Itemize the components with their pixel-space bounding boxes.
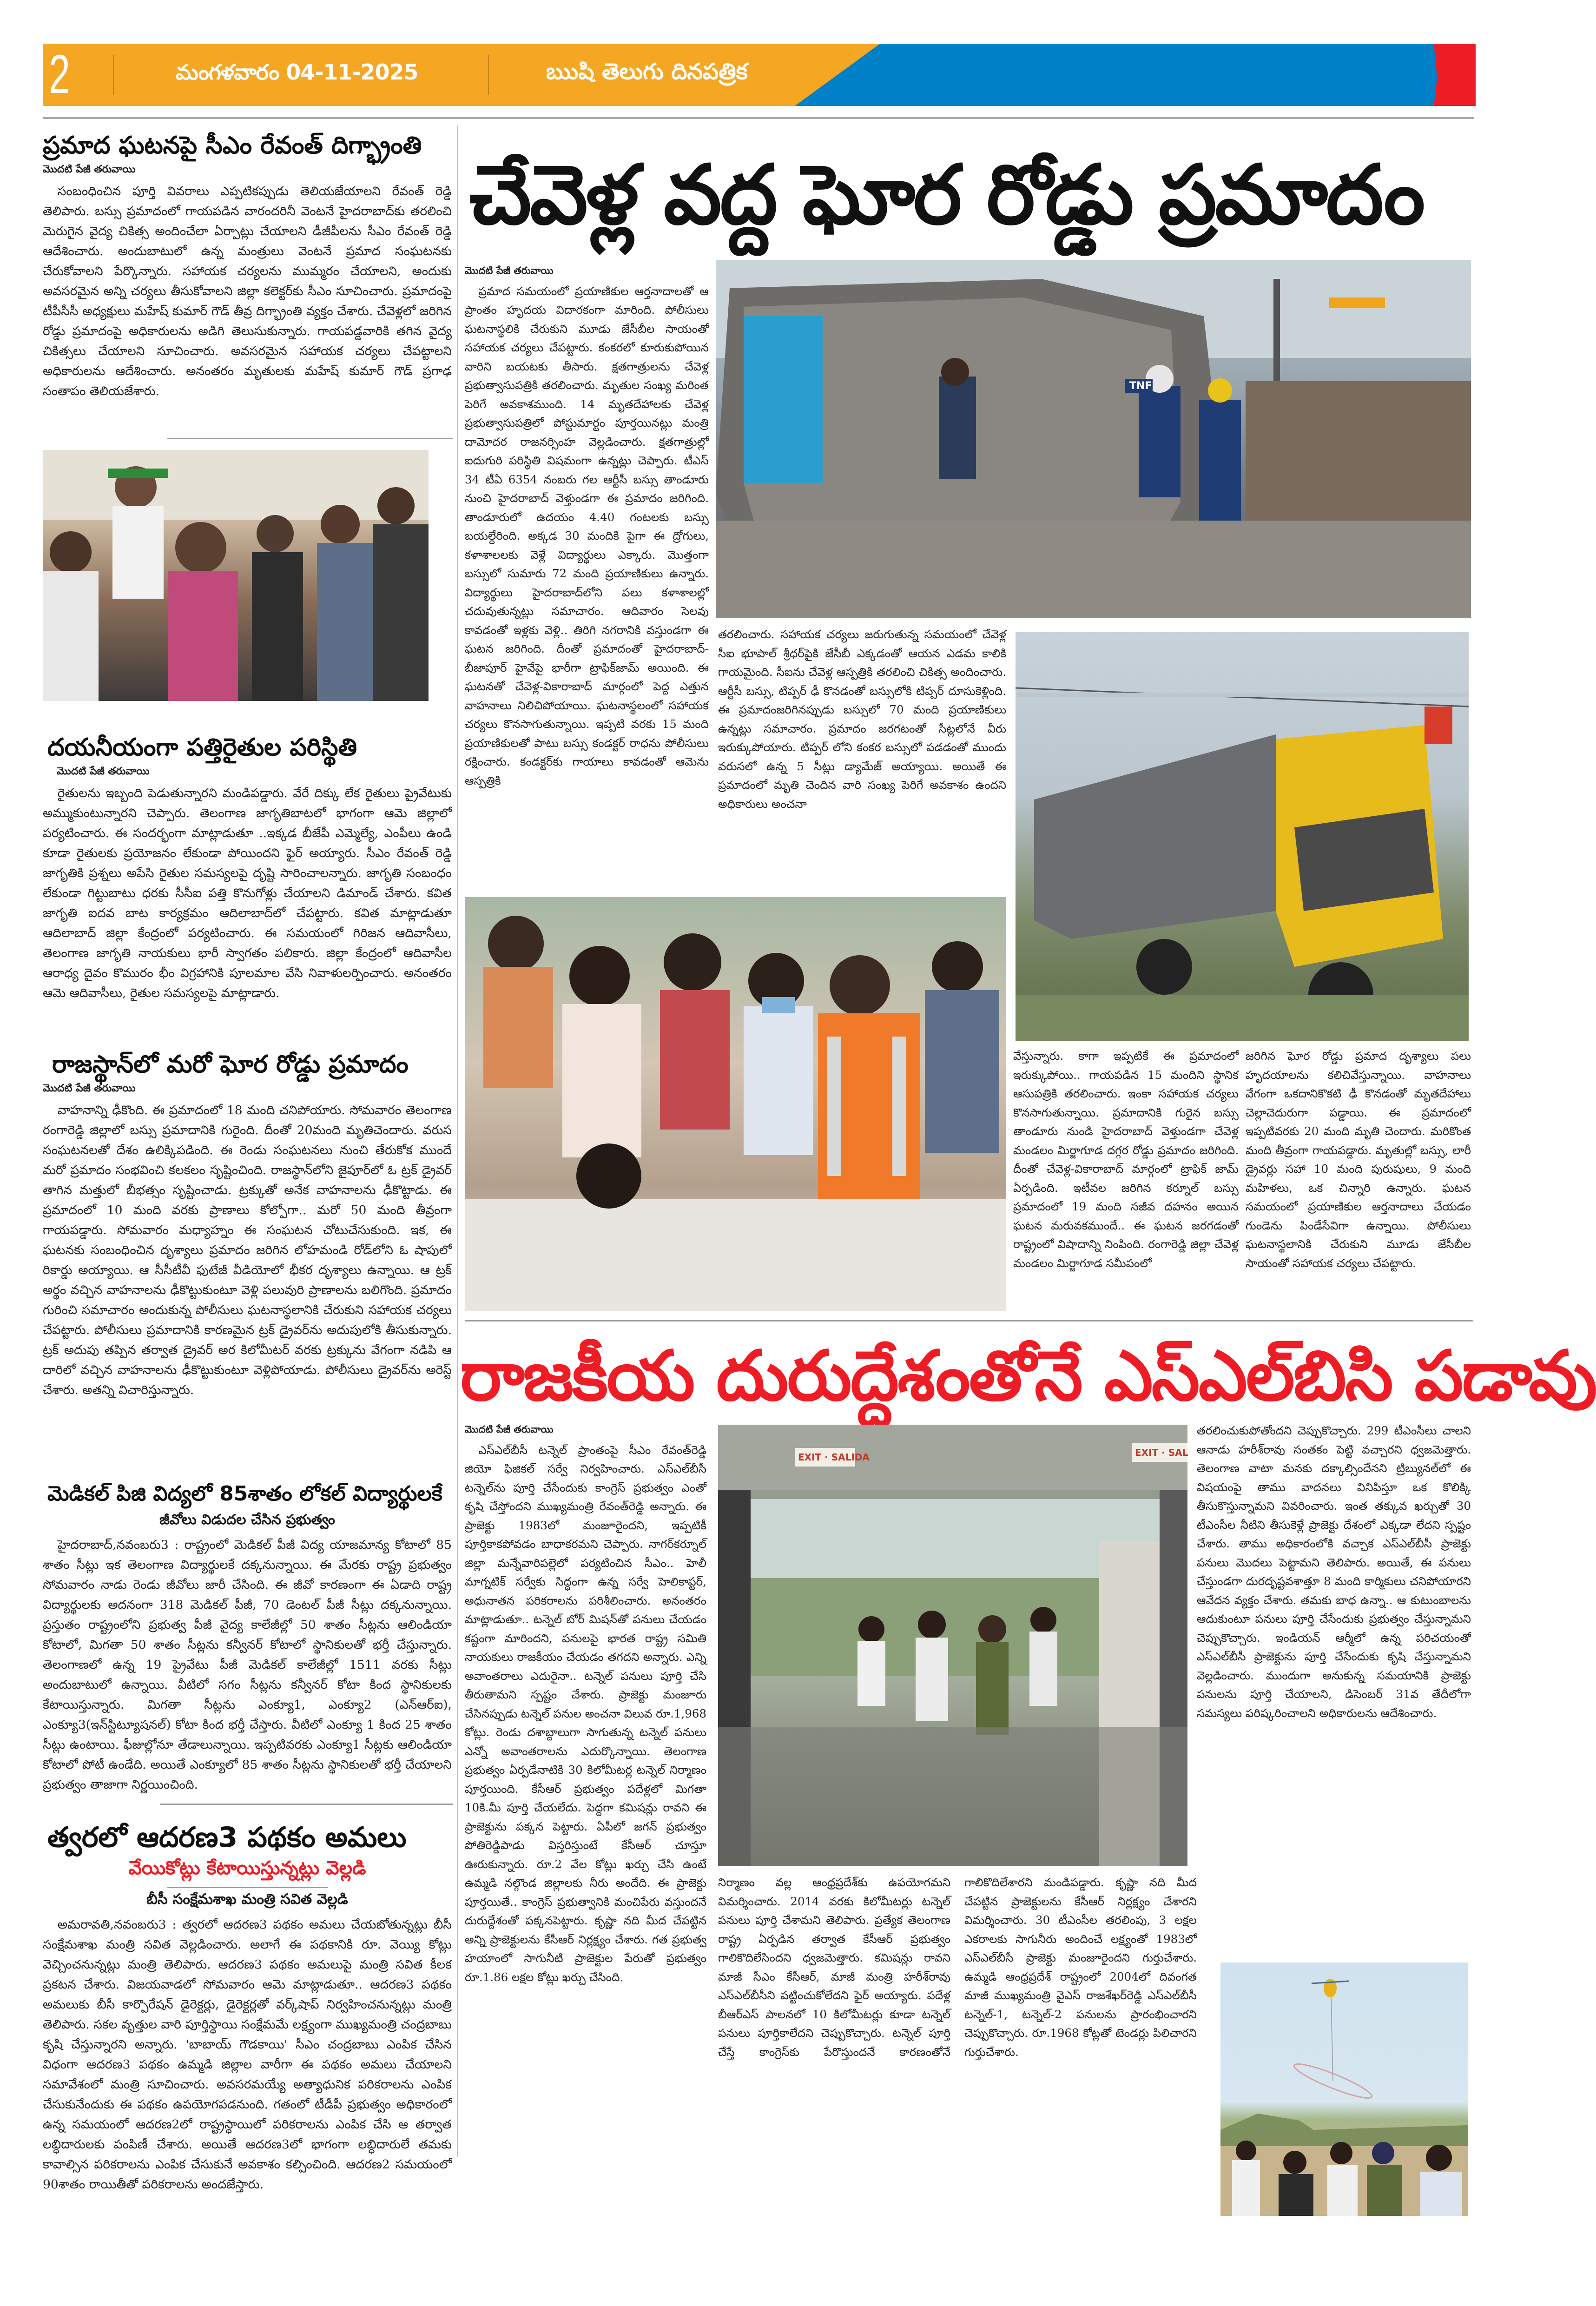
story-text: హైదరాబాద్,నవంబరు3 : రాష్ట్రంలో మెడికల్ పీజీ విద్య యాజమాన్య కోటాలో 85 శాతం సీట్లు ఇక తెలంగాణ విద్యార్థులకే దక్కనున్నాయి. ఈ మేరకు రాష్ట్ర ప్రభుత్వం సోమవారం నాడు రెండు జీవోలు జారీ చేసింది. ఈ జీవో కారణంగా ఈ ఏడాది రాష్ట్ర విద్యార్థులకు అదనంగా 318 మెడికల్ పీజీ, 70 డెంటల్ పీజీ సీట్లు దక్కనున్నాయి. ప్రస్తుతం రాష్ట్రంలోని ప్రభుత్వ పీజీ వైద్య కాలేజీల్లో 50 శాతం సీట్లను ఆలిండియా కోటాలో, మిగతా 50 శాతం సీట్లను కన్వీనర్ కోటాలో స్థానికులతో భర్తీ చేస్తున్నారు. తెలంగాణలో ఉన్న 19 ప్రైవేటు పీజీ మెడికల్ కాలేజీల్లో 1511 వరకు సీట్లు అందుబాటులో ఉన్నాయి. వీటిలో సగం సీట్లను కన్వీనర్ కోటా కింద స్థానికులకు కేటాయిస్తున్నారు. మిగతా సీట్లను ఎంక్యూ1, ఎంక్యూ2 (ఎన్ఆర్ఐ), ఎంక్యూ3(ఇన్‌స్టిట్యూషనల్) కోటా కింద భర్తీ చేస్తారు. వీటిలో ఎంక్యూ 1 కింద 25 శాతం సీట్లు ఉంటాయి. ఫీజుల్లోనూ తేడాలున్నాయి. ఇప్పటివరకు ఎంక్యూ1 సీట్లకు ఆలిండియా కోటాలో పోటీ ఉండేది. అయితే ఎంక్యూలో 85 శాతం సీట్లను స్థానికులతో భర్తీ చేయాలని ప్రభుత్వం తాజాగా నిర్ణయించింది. (43, 1538, 452, 1792)
section-rule (465, 1320, 1473, 1321)
story-medical-pg (43, 1482, 452, 1792)
story-headline: దయనీయంగా పత్తిరైతుల పరిస్థితి (47, 733, 357, 761)
slbc-column-1 (465, 1420, 706, 2299)
column-divider (457, 126, 458, 2157)
story-body (43, 1100, 452, 1500)
story-headline: ప్రమాద ఘటనపై సీఎం రేవంత్ దిగ్భ్రాంతి (43, 132, 422, 159)
page-number: 2 (49, 44, 70, 105)
story-text: సంబంధించిన పూర్తి వివరాలు ఎప్పటికప్పుడు తెలియజేయాలని రేవంత్ రెడ్డి తెలిపారు. బస్సు ప్రమాదంలో గాయపడిన వారందరినీ వెంటనే హైదరాబాద్‌కు తరలించి మెరుగైన వైద్య చికిత్స అందించేలా ఏర్పాట్లు చేయాలని డీజీపీలను సీఎం రేవంత్ రెడ్డి ఆదేశించారు. అందుబాటులో ఉన్న మంత్రులు వెంటనే ప్రమాద సంఘటనకు చేరుకోవాలని పేర్కొన్నారు. సహాయక చర్యలను ముమ్మరం చేయాలని, అందుకు అవసరమైన అన్ని చర్యలు తీసుకోవాలని జిల్లా కలెక్టర్‌కు సీఎం సూచించారు. ప్రమాదంపై టీపీసీసీ అధ్యక్షులు మహేష్ కుమార్ గౌడ్ తీవ్ర దిగ్భ్రాంతి వ్యక్తం చేశారు. చేవెళ్లలో జరిగిన రోడ్డు ప్రమాదంపై అధికారులను అడిగి తెలుసుకున్నారు. గాయపడ్డవారికి తగిన వైద్య చికిత్సలు చేయాలని సూచించారు. అవసరమైన సహాయక చర్యలు చేపట్టాలని అధికారులను ఆదేశించారు. అనంతరం మృతులకు మహేష్ కుమార్ గౌడ్ ప్రగాఢ సంతాపం తెలియజేశారు. (43, 184, 452, 399)
story-text: రైతులను ఇబ్బంది పెడుతున్నారని మండిపడ్డారు. వేరే దిక్కు లేక రైతులు ప్రైవేటుకు అమ్ముకుంటున్నారని చెప్పారు. తెలంగాణ జాగృతిబాటలో భాగంగా ఆమె జిల్లాలో పర్యటించారు. ఈ సందర్భంగా మాట్లాడుతూ ..ఇక్కడ బీజేపీ ఎమ్మెల్యే, ఎంపీలు ఉండి కూడా రైతులకు ప్రయోజనం లేకుండా పోయిందని ఫైర్ అయ్యారు. సీఎం రేవంత్ రెడ్డి జాగృతికి ప్రశ్నలు అపేసి రైతుల సమస్యలపై దృష్టి సారించాలన్నారు. జాగృతి సంబంధం లేకుండా గిట్టుబాటు ధరకు సీసీఐ పత్తి కొనుగోళ్లు చేయాలని డిమాండ్ చేశారు. కవిత జాగృతి ఐదవ బాట కార్యక్రమం ఆదిలాబాద్‌లో చేపట్టారు. కవిత మాట్లాడుతూ ఆదిలాబాద్ జిల్లా కేంద్రంలో పర్యటించారు. ఈ సమయంలో గిరిజన ఆదివాసీలు, తెలంగాణ జాగృతి నాయకులు భారీ స్వాగతం పలికారు. జిల్లా కేంద్రంలో ఆదివాసీల ఆరాధ్య దైవం కొమురం భీం విగ్రహానికి పూలమాల వేసి నివాళులర్పించారు. అనంతరం ఆమె ఆదివాసీలు, రైతుల సమస్యలపై మాట్లాడారు. (43, 786, 452, 1001)
issue-date: మంగళవారం 04-11-2025 (176, 59, 418, 85)
story-body (43, 783, 452, 1044)
slbc-headline: రాజకీయ దురుద్దేశంతోనే ఎస్ఎల్‌బిసి పడావు (460, 1336, 1596, 1416)
exit-sign-label: EXIT · SALIDA (798, 1452, 870, 1463)
photo-illustration (465, 897, 1006, 1311)
story-headline: రాజస్థాన్‌లో మరో ఘోర రోడ్డు ప్రమాదం (52, 1051, 409, 1078)
newspaper-name: ఋషి తెలుగు దినపత్రిక (546, 59, 748, 85)
lead-story-column-4 (1246, 1047, 1471, 1298)
header-blue-band (795, 44, 1441, 106)
header-rule (43, 117, 1474, 119)
header-separator (488, 55, 489, 95)
photo-illustration (1016, 632, 1469, 1041)
story-text: నిర్మాణం వల్ల ఆంధ్రప్రదేశ్‌కు ఉపయోగమని విమర్శించారు. 2014 వరకు కిలోమీటర్లు టన్నెల్ పనులు పూర్తి చేశామని తెలిపారు. ప్రత్యేక తెలంగాణ రాష్ట్ర ఏర్పడిన తర్వాత కేసీఆర్ ప్రభుత్వం గాలికొదిలేసిందని ధ్వజమెత్తారు. కమిషన్లు రావని మాజీ సీఎం కేసీఆర్, మాజీ మంత్రి హరీశ్‌రావు ఎస్ఎల్‌బీసీని పట్టించుకోలేదని ఫైర్ అయ్యారు. పదేళ్ల బీఆర్ఎస్ పాలనలో 10 కిలోమీటర్లు కూడా టన్నెల్ పనులు పూర్తికాలేదని చెప్పుకొచ్చారు. టన్నెల్ పూర్తి చేస్తే కాంగ్రెస్‌కు పేరొస్తుందనే కారణంతోనే గాలికొదిలేశారని మండిపడ్డారు. కృష్ణా నది మీద చేపట్టిన ప్రాజెక్టులను కేసీఆర్ నిర్లక్ష్యం చేశారని విమర్శించారు. 30 టీఎంసీల తరలింపు, 3 లక్షల ఎకరాలకు సాగునీరు అందించే లక్ష్యంతో 1983లో ఎస్ఎల్‌బీసీ ప్రాజెక్టు మంజూరైందని గుర్తుచేశారు. ఉమ్మడి ఆంధ్రప్రదేశ్ రాష్ట్రంలో 2004లో దివంగత మాజీ ముఖ్యమంత్రి వైఎస్ రాజశేఖర్‌రెడ్డి ఎస్ఎల్‌బీసీ టన్నెల్-1, టన్నెల్-2 పనులను ప్రారంభించారని చెప్పుకొచ్చారు. రూ.1968 కోట్లతో టెండర్లు పిలిచారని గుర్తుచేశారు. (718, 1876, 1197, 2059)
dateline: మొదటి పేజీ తరువాయి (465, 265, 554, 276)
story-text: వేస్తున్నారు. కాగా ఇప్పటికే ఈ ప్రమాదంలో ఇరుక్కుపోయి.. గాయపడిన 15 మందిని స్థానిక ఆసుపత్రికి తరలించారు. ఇంకా సహాయక చర్యలు కొనసాగుతున్నాయి. ప్రమాదానికి గురైన బస్సు తాండూరు నుండి హైదరాబాద్ వెళ్తుండగా చేవెళ్ల మండలం మిర్జాగూడ దగ్గర రోడ్డు ప్రమాదం జరిగింది. దీంతో చేవెళ్ల-వికారాబాద్ మార్గంలో ట్రాఫిక్ జామ్ ఏర్పడింది. ఇటీవల జరిగిన కర్నూల్ బస్సు ప్రమాదంలో 19 మంది సజీవ దహనం అయిన ఘటన మరువకముందే.. ఈ ఘటన జరగడంతో రాష్ట్రంలో విషాదాన్ని నింపింది. రంగారెడ్డి జిల్లా చేవెళ్ల మండలం మిర్జాగూడ సమీపంలో (1013, 1049, 1239, 1270)
heli-magnetic-survey-photo (1220, 1962, 1468, 2216)
lead-story-column-1 (465, 261, 709, 861)
story-text: ప్రమాద సమయంలో ప్రయాణికుల ఆర్తనాదాలతో ఆ ప్రాంతం హృదయ విదారకంగా మారింది. పోలీసులు ఘటనాస్థలికి చేరుకుని మూడు జేసీబీల సాయంతో సహాయక చర్యలు చేపట్టారు. కంకరలో కూరుకుపోయిన వారిని బయటకు తీసారు. క్షతగాత్రులను చేవెళ్ల ప్రభుత్వాసుపత్రికి తరలించారు. మృతుల సంఖ్య మరింత పెరిగే అవకాశముంది. 14 మృతదేహాలకు చేవెళ్ల ప్రభుత్వాసుపత్రిలో పోస్టుమార్టం పూర్తయినట్లు మంత్రి దామోదర రాజనర్సింహ వెల్లడించారు. క్షతగాత్రుల్లో ఐదుగురి పరిస్థితి విషమంగా ఉన్నట్లు చెప్పారు. టీఎస్ 34 టీఏ 6354 నంబరు గల ఆర్టీసీ బస్సు తాండూరు నుంచి హైదరాబాద్ వెళ్తుండగా ఈ ప్రమాదం జరిగింది. తాండూరులో ఉదయం 4.40 గంటలకు బస్సు బయల్దేరింది. అక్కడ 30 మందికి పైగా ఈ ద్రోగులు, కళాశాలలకు వెళ్లే విద్యార్థులు ఎక్కారు. మొత్తంగా బస్సులో సుమారు 72 మంది ప్రయాణికులు ఉన్నారు. విద్యార్థులు హైదరాబాద్‌లోని పలు కళాశాలల్లో చదువుతున్నట్లు సమాచారం. ఆదివారం సెలవు కావడంతో ఇళ్లకు వెళ్లి.. తిరిగి నగరానికి వస్తుండగా ఈ ఘటన జరిగింది. దీంతో ప్రమాదంతో హైదరాబాద్-బీజాపూర్ హైవేపై భారీగా ట్రాఫిక్‌జామ్ అయింది. ఈ ఘటనతో చేవెళ్ల-వికారాబాద్ మార్గంలో పెద్ద ఎత్తున వాహనాలు నిలిచిపోయాయి. ఘటనాస్థలంలో సహాయక చర్యలు కొనసాగుతున్నాయి. ఇప్పటి వరకు 15 మంది ప్రయాణికులతో పాటు బస్సు కండక్టర్ రాధను పోలీసులు రక్షించారు. కండక్టర్‌కు గాయాలు కావడంతో ఆమెను ఆస్పత్రికి (465, 284, 709, 787)
dateline: మొదటి పేజీ తరువాయి (43, 1083, 136, 1095)
story-subheadline: బీసీ సంక్షేమశాఖ మంత్రి సవిత వెల్లడి (146, 1891, 348, 1908)
subheadline-rule (167, 1887, 328, 1888)
dateline: మొదటి పేజీ తరువాయి (465, 1424, 554, 1435)
rescue-vest-label: TNF (1129, 380, 1152, 392)
lead-story-column-3 (1013, 1047, 1239, 1298)
story-cotton-farmers (43, 734, 452, 1044)
story-rule (167, 438, 453, 439)
photo-illustration (1220, 1962, 1468, 2216)
story-body (43, 1915, 452, 2231)
story-rule (160, 1804, 453, 1805)
story-text: జరిగిన ఘోర రోడ్డు ప్రమాద దృశ్యాలు పలు హృదయాలను కలిచివేస్తున్నాయి. వాహనాలు వేగంగా ఒకదానికొకటి ఢీ కొనడంతో మృతదేహాలు చెల్లాచెదురుగా పడ్డాయి. ఈ ప్రమాదంలో ఇప్పటివరకు 20 మంది మృతి చెందారు. మరికొంత మంది తీవ్రంగా గాయపడ్డారు. మృతుల్లో బస్సు, లారీ డ్రైవర్లు సహా 10 మంది పురుషులు, 9 మంది మహిళలు, ఒక చిన్నారి ఉన్నారు. ఘటన సమయంలో ప్రయాణికుల ఆర్తనాదాలు చేయడం గుండెను పిండేసేవిగా ఉన్నాయి. పోలీసులు ఘటనాస్థలానికి చేరుకుని మూడు జేసీబీల సాయంతో సహాయక చర్యలు చేపట్టారు. (1246, 1049, 1471, 1270)
story-cm-revanth (43, 132, 452, 451)
crushed-tipper-truck-photo (1016, 632, 1469, 1041)
header-separator (113, 55, 114, 95)
story-rajasthan-accident (43, 1051, 452, 1500)
lead-headline: చేవెళ్ల వద్ద ఘోర రోడ్డు ప్రమాదం (469, 147, 1424, 243)
story-text: తరలించారు. సహాయక చర్యలు జరుగుతున్న సమయంలో చేవెళ్ల సీఐ భూపాల్ శ్రీధర్‌పైకి జేసీబీ ఎక్కడంతో ఆయన ఎడమ కాలికి గాయమైంది. సీఐను చేవెళ్ల ఆస్పత్రికి తరలించి చికిత్స అందించారు. ఆర్టీసీ బస్సు, టిప్పర్ ఢీ కొనడంతో బస్సులోకి టిప్పర్ దూసుకెళ్లింది. ఈ ప్రమాదంజరిగినప్పుడు బస్సులో 70 మంది ప్రయాణికులు ఉన్నట్లు సమాచారం. ప్రమాదం జరగటంతో సీట్లలోనే వీరు ఇరుక్కుపోయారు. టిప్పర్ లోని కంకర బస్సులో పడడంతో ముందు వరుసలో ఉన్న 5 సీట్లు డ్యామేజ్ అయ్యాయి. అయితే ఈ ప్రమాదంలో మృతి చెందిన వారి సంఖ్య పెరిగే అవకాశం ఉందని అధికారులు అంచనా (718, 628, 1006, 811)
story-text: ఎస్ఎల్‌బీసీ టన్నెల్ ప్రాంతంపై సీఎం రేవంత్‌రెడ్డి జియో ఫిజికల్ సర్వే నిర్వహించారు. ఎస్ఎల్‌బీసీ టన్నెల్‌ను పూర్తి చేసేందుకు కాంగ్రెస్ ప్రభుత్వం ఎంతో కృషి చేస్తోందని ముఖ్యమంత్రి రేవంత్‌రెడ్డి అన్నారు. ఈ ప్రాజెక్టు 1983లో మంజూరైందని, ఇప్పటికీ పూర్తికాకపోవడం బాధాకరమని చెప్పారు. నాగర్‌కర్నూల్ జిల్లా మన్నేవారిపల్లెలో పర్యటించిన సీఎం.. హెలీ మాగ్నటిక్ సర్వేకు సిద్ధంగా ఉన్న సర్వే హెలికాప్టర్, అధునాతన పరికరాలను పరిశీలించారు. అనంతరం మాట్లాడుతూ.. టన్నెల్ బోర్ మిషన్‌తో పనులు చేయడం కష్టంగా మారిందని, పనులపై భారత రాష్ట్ర సమితి నాయకులు రాజకీయం చేయడం తగదని అన్నారు. ఎన్ని అవాంతరాలు ఎదురైనా.. టన్నెల్ పనులు పూర్తి చేసి తీరుతామని స్పష్టం చేశారు. ప్రాజెక్టు మంజూరు చేసినప్పుడు టన్నెల్ పనుల అంచనా విలువ రూ.1,968 కోట్లు. రెండు దశాబ్దాలుగా సాగుతున్న టన్నెల్ పనులు ఎన్నో అవాంతరాలను ఎదుర్కొన్నాయి. తెలంగాణ ప్రభుత్వం ఏర్పడేనాటికి 30 కిలోమీటర్ల టన్నెల్ నిర్మాణం పూర్తయింది. కేసీఆర్ ప్రభుత్వం పదేళ్లలో మిగతా 10కి.మీ పూర్తి చేయలేదు. పెద్దగా కమిషన్లు రావని ఈ ప్రాజెక్టును పక్కన పెట్టారు. ఏపీలో జగన్ ప్రభుత్వం పోతిరెడ్డిపాడు విస్తరిస్తుంటే కేసీఆర్ చూస్తూ ఊరుకున్నారు. రూ.2 వేల కోట్లు ఖర్చు చేసి ఉంటే ఉమ్మడి నల్గొండ జిల్లాలకు నీరు అందేది. ఈ ప్రాజెక్టు పూర్తయితే.. కాంగ్రెస్ ప్రభుత్వానికి మంచిపేరు వస్తుందనే దురుద్దేశంతో పక్కనపెట్టారు. కృష్ణా నది మీద చేపట్టిన అన్ని ప్రాజెక్టులను కేసీఆర్ నిర్లక్ష్యం చేశారు. గత ప్రభుత్వ హయాంలో సాగునీటి ప్రాజెక్టుల పేరుతో ప్రభుత్వం రూ.1.86 లక్షల కోట్లు ఖర్చు చేసింది. (465, 1443, 706, 1984)
story-body (43, 1535, 452, 1792)
story-text: అమరావతి,నవంబరు3 : త్వరలో ఆదరణ3 పథకం అమలు చేయబోతున్నట్లు బీసీ సంక్షేమశాఖ మంత్రి సవిత వెల్లడించారు. అలాగే ఈ పథకానికి రూ. వెయ్యి కోట్లు వెచ్చించనున్నట్లు మంత్రి తెలిపారు. ఆదరణ3 పథకం అమలుపై మంత్రి సవిత కీలక ప్రకటన చేశారు. విజయవాడలో సోమవారం ఆమె మాట్లాడుతూ.. ఆదరణ3 పథకం అమలుకు బీసీ కార్పొరేషన్ డైరెక్టర్లు, డైరెక్టర్లతో వర్క్‌షాప్ నిర్వహించనున్నట్లు మంత్రి తెలిపారు. సకల వృత్తుల వారి పూర్తిస్థాయి సంక్షేమమే లక్ష్యంగా ముఖ్యమంత్రి చంద్రబాబు కృషి చేస్తున్నారని అన్నారు. 'బాబాయ్ గౌడకాయి' సీఎం చంద్రబాబు ఎంపిక చేసిన విధంగా ఆదరణ3 పథకం ఉమ్మడి జిల్లాల వారీగా ఈ పథకం అమలు చేయాలని సమావేశంలో మంత్రి సూచించారు. అవసరమయ్యే అత్యాధునిక పరికరాలను ఎంపిక చేసుకునేందుకు ఈ పథకం ఉపయోగపడనుంది. గతంలో టీడీపీ ప్రభుత్వం అధికారంలో ఉన్న సమయంలో ఆదరణ2లో రాష్ట్రస్థాయిలో పరికరాలను ఎంపిక చేసి ఆ తర్వాత లబ్ధిదారులకు పంపిణీ చేశారు. అయితే ఆదరణ3లో భాగంగా లబ్ధిదారులే తమకు కావాల్సిన పరికరాలను ఎంపిక చేసుకునే అవకాశం కల్పించింది. ఆదరణ2 సమయంలో 90శాతం రాయితీతో పరికరాలను అందజేస్తారు. (43, 1917, 452, 2192)
slbc-column-2 (718, 1873, 1197, 2299)
story-adarana3 (43, 1822, 452, 2231)
story-text: తరలించుకుపోతోందని చెప్పుకొచ్చారు. 299 టీఎంసీలు చాలని ఆనాడు హరీశ్‌రావు సంతకం పెట్టి వచ్చారని ధ్వజమెత్తారు. తెలంగాణ వాటా మనకు దక్కాల్సిందేనని ట్రిబ్యునల్‌లో ఈ విషయంపై తాము వాదనలు వినిపిస్తూ ఒక కొలిక్కి తీసుకొస్తున్నామని వివరించారు. ఇంత తక్కువ ఖర్చుతో 30 టీఎంసీల నీటిని తీసుకెళ్లే ప్రాజెక్టు దేశంలో ఎక్కడా లేదని స్పష్టం చేశారు. తాము అధికారంలోకి వచ్చాక ఎస్ఎల్‌బీసీ ప్రాజెక్టు పనులు మొదలు పెట్టామని తెలిపారు. అయితే, ఈ పనులు చేస్తుండగా దురదృష్టవశాత్తూ 8 మంది కార్మికులు చనిపోయారని ఆవేదన వ్యక్తం చేశారు. తమకు బాధ ఉన్నా.. ఆ కుటుంబాలను ఆదుకుంటూ పనులు పూర్తి చేసేందుకు ప్రభుత్వం చేస్తున్నామని చెప్పుకొచ్చారు. ఇండియన్ ఆర్మీలో ఉన్న పరిచయంతో ఎస్ఎల్‌బీసీ ప్రాజెక్టును పూర్తి చేసేందుకు కృషి చేస్తున్నామని వెల్లడించారు. ముందుగా అనుకున్న సమయానికి ప్రాజెక్టు పనులను పూర్తి చేయాలని, డిసెంబర్ 31వ తేదీలోగా సమస్యలు పరిష్కరించాలని అధికారులను ఆదేశించారు. (1197, 1424, 1471, 1720)
story-body (43, 181, 452, 451)
story-text: వాహనాన్ని ఢీకొంది. ఈ ప్రమాదంలో 18 మంది చనిపోయారు. సోమవారం తెలంగాణ రంగారెడ్డి జిల్లాలో బస్సు ప్రమాదానికి గురైంది. దీంతో 20మంది మృతిచెందారు. వరుస సంఘటనలతో దేశం ఉలిక్కిపడింది. ఈ రెండు సంఘటనలు నుంచి తేరుకోక ముందే మరో ప్రమాదం సంభవించి కలకలం సృష్టించింది. రాజస్థాన్‌లోని జైపూర్‌లో ఓ ట్రక్ డ్రైవర్ తాగిన మత్తులో బీభత్సం సృష్టించాడు. ట్రక్కుతో అనేక వాహనాలను ఢీకొట్టాడు. ఈ ప్రమాదంలో 10 మంది వరకు ప్రాణాలు కోల్పోగా.. మరో 50 మంది తీవ్రంగా గాయపడ్డారు. సోమవారం మధ్యాహ్నం ఈ సంఘటన చోటుచేసుకుంది. ఇక, ఈ ఘటనకు సంబంధించిన దృశ్యాలు ప్రమాదం జరిగిన లోహమండి రోడ్‌లోని ఓ షాపులో రికార్డు అయ్యాయి. ఆ సీసీటీవీ ఫుటేజీ వీడియోలో భీకర దృశ్యాలు ఉన్నాయి. ఆ ట్రక్ అర్థం వచ్చిన వాహనాలను ఢీకొట్టుకుంటూ వెళ్లి పలువురి ప్రాణాలను బలిగొంది. ప్రమాదం గురించి సమాచారం అందుకున్న పోలీసులు ఘటనాస్థలానికి చేరుకుని సహాయక చర్యలు చేపట్టారు. పోలీసులు ప్రమాదానికి కారణమైన ట్రక్ డ్రైవర్‌ను అదుపులోకి తీసుకున్నారు. ట్రక్ అదుపు తప్పిన తర్వాత డ్రైవర్ అర కిలోమీటర్ వరకు ట్రక్కును వేగంగా నడిపి ఆ దారిలో వచ్చిన వాహనాలను ఢీకొట్టుకుంటూ వెళ్లిపోయాడు. పోలీసులు డ్రైవర్‌ను అరెస్ట్ చేశారు. అతన్ని విచారిస్తున్నారు. (43, 1103, 452, 1398)
header-orange-band (43, 44, 879, 106)
photo-illustration (43, 450, 429, 701)
exit-sign-label: EXIT · SAL (1135, 1447, 1188, 1458)
header-red-tab (1434, 44, 1476, 106)
photo-illustration (718, 1425, 1187, 1866)
story-headline: త్వరలో ఆదరణ3 పథకం అమలు (47, 1821, 407, 1854)
lead-story-column-2 (718, 625, 1006, 885)
kavitha-farmers-photo (43, 450, 429, 701)
cm-helicopter-cabin-photo (718, 1425, 1187, 1866)
story-headline: మెడికల్ పిజి విద్యలో 85శాతం లోకల్ విద్యార్థులకే (47, 1482, 442, 1506)
slbc-column-3 (1197, 1421, 1471, 1954)
grieving-relatives-photo (465, 897, 1006, 1311)
dateline: మొదటి పేజీ తరువాయి (57, 766, 150, 778)
dateline: మొదటి పేజీ తరువాయి (43, 164, 136, 176)
bus-wreck-rescue-photo (716, 260, 1471, 618)
story-subheadline-red: వేయికోట్లు కేటాయిస్తున్నట్లు వెల్లడి (128, 1857, 366, 1879)
story-subheadline: జీవోలు విడుదల చేసిన ప్రభుత్వం (159, 1512, 336, 1528)
photo-illustration (716, 260, 1471, 618)
